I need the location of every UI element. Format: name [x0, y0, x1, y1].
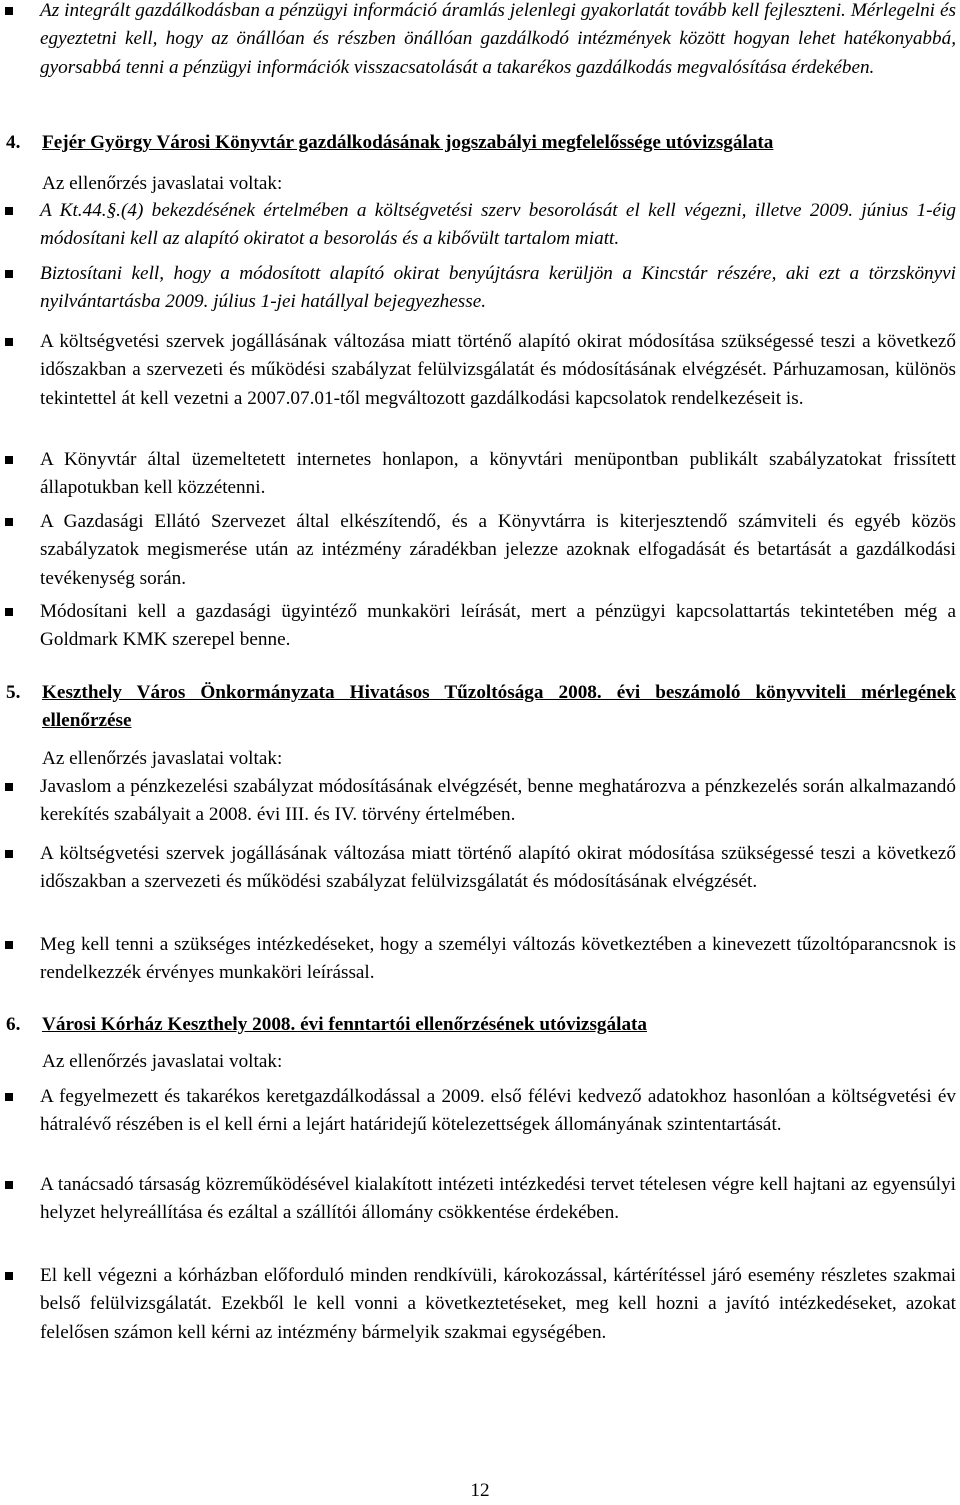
- list-item-text: Biztosítani kell, hogy a módosított alapító okirat benyújtásra kerüljön a Kincstár részére, aki ezt a törzskönyvi nyilvántartásba 2009. július 1-jei hatállyal bejegyezhesse.: [40, 263, 956, 313]
- bullet-list-section-6: [0, 1083, 960, 1140]
- list-item: [40, 840, 956, 897]
- list-item-text: A Kt.44.§.(4) bekezdésének értelmében a költségvetési szerv besorolását el kell végezni, illetve 2009. június 1-éig módosítani kell az alapító okiratot a besorolás és a kibővült tartalom miatt.: [40, 200, 956, 250]
- section-number: 5.: [6, 682, 21, 703]
- square-bullet-icon: [5, 941, 13, 949]
- bullet-list-section-4: [0, 508, 960, 593]
- list-item-text: A költségvetési szervek jogállásának változása miatt történő alapító okirat módosítása szükségessé teszi a következő időszakban a szervezeti és működési szabályzat felülvizsgálatát és módosításának elvégzését. Párhuzamosan, különös tekintettel át kell vezetni a 2007.07.01-től megváltozott gazdálkodási kapcsolatok rendelkezéseit is.: [40, 331, 956, 409]
- square-bullet-icon: [5, 456, 13, 464]
- square-bullet-icon: [5, 207, 13, 215]
- list-item-text: A fegyelmezett és takarékos keretgazdálkodással a 2009. első félévi kedvező adatokhoz hasonlóan a költségvetési év hátralévő részében is el kell érni a lejárt határidejű kötelezettségek állományának szintentartását.: [40, 1086, 956, 1136]
- list-item-text: A tanácsadó társaság közreműködésével kialakított intézeti intézkedési tervet tételesen végre kell hajtani az egyensúlyi helyzet helyreállítása és ezáltal a szállítói állomány csökkentése érdekében.: [40, 1174, 956, 1224]
- bullet-list-section-6: [0, 1171, 960, 1228]
- list-item-text: Az integrált gazdálkodásban a pénzügyi információ áramlás jelenlegi gyakorlatát tovább kell fejleszteni. Mérlegelni és egyeztetni kell, hogy az önállóan és részben önállóan gazdálkodó intézmények között hogyan lehet hatékonyabbá, gyorsabbá tenni a pénzügyi információk visszacsatolását a takarékos gazdálkodás megvalósítása érdekében.: [40, 0, 956, 78]
- list-item-text: El kell végezni a kórházban előforduló minden rendkívüli, károkozással, kártérítéssel járó esemény részletes szakmai belső felülvizsgálatát. Ezekből le kell vonni a következtetéseket, meg kell hozni a javító intézkedéseket, azokat felelősen számon kell kérni az intézmény bármelyik szakmai egységében.: [40, 1265, 956, 1343]
- section-title: Városi Kórház Keszthely 2008. évi fenntartói ellenőrzésének utóvizsgálata: [42, 1014, 648, 1035]
- list-item-text: A költségvetési szervek jogállásának változása miatt történő alapító okirat módosítása szükségessé teszi a következő időszakban a szervezeti és működési szabályzat felülvizsgálatát és módosításának elvégzését.: [40, 843, 956, 893]
- square-bullet-icon: [5, 518, 13, 526]
- list-item: [40, 931, 956, 988]
- list-item: [40, 328, 956, 413]
- square-bullet-icon: [5, 783, 13, 791]
- list-item: [40, 508, 956, 593]
- section-number: 4.: [6, 132, 21, 153]
- list-item-text: Javaslom a pénzkezelési szabályzat módosításának elvégzését, benne meghatározva a pénzkezelés során alkalmazandó kerekítés szabályait a 2008. évi III. és IV. törvény értelmében.: [40, 776, 956, 826]
- section-intro: Az ellenőrzés javaslatai voltak:: [42, 748, 283, 769]
- bullet-list-section-4: [0, 197, 960, 254]
- bullet-list-section-5: [0, 931, 960, 988]
- section-number: 6.: [6, 1014, 21, 1035]
- bullet-list-section-4: [0, 260, 960, 317]
- list-item: [40, 0, 956, 82]
- bullet-list-section-4: [0, 598, 960, 655]
- section-intro: Az ellenőrzés javaslatai voltak:: [42, 1051, 283, 1072]
- square-bullet-icon: [5, 850, 13, 858]
- list-item-text: Módosítani kell a gazdasági ügyintéző munkaköri leírását, mert a pénzügyi kapcsolattartás tekintetében még a Goldmark KMK szerepel benne.: [40, 601, 956, 651]
- list-item: [40, 260, 956, 317]
- list-item-text: Meg kell tenni a szükséges intézkedéseket, hogy a személyi változás következtében a kinevezett tűzoltóparancsnok is rendelkezzék érvényes munkaköri leírással.: [40, 934, 956, 984]
- square-bullet-icon: [5, 1272, 13, 1280]
- square-bullet-icon: [5, 1181, 13, 1189]
- bullet-list-section-6: [0, 1262, 960, 1347]
- bullet-list-section-5: [0, 840, 960, 897]
- list-item: [40, 446, 956, 503]
- list-item: [40, 1171, 956, 1228]
- bullet-list-section-4: [0, 446, 960, 503]
- square-bullet-icon: [5, 270, 13, 278]
- section-4-heading: [0, 129, 960, 157]
- square-bullet-icon: [5, 608, 13, 616]
- list-item: [40, 197, 956, 254]
- section-6-heading: [0, 1011, 960, 1039]
- list-item-text: A Könyvtár által üzemeltetett internetes honlapon, a könyvtári menüpontban publikált szabályzatokat frissített állapotukban kell közzétenni.: [40, 449, 956, 499]
- list-item: [40, 1262, 956, 1347]
- bullet-list-top: [0, 0, 960, 82]
- square-bullet-icon: [5, 1093, 13, 1101]
- list-item: [40, 1083, 956, 1140]
- section-title: Keszthely Város Önkormányzata Hivatásos Tűzoltósága 2008. évi beszámoló könyvviteli mérlegének ellenőrzése: [42, 682, 956, 732]
- bullet-list-section-4: [0, 328, 960, 413]
- list-item: [40, 773, 956, 830]
- square-bullet-icon: [5, 7, 13, 15]
- square-bullet-icon: [5, 338, 13, 346]
- list-item: [40, 598, 956, 655]
- bullet-list-section-5: [0, 773, 960, 830]
- page-number: 12: [470, 1480, 490, 1501]
- section-title: Fejér György Városi Könyvtár gazdálkodásának jogszabályi megfelelőssége utóvizsgálata: [42, 132, 774, 153]
- list-item-text: A Gazdasági Ellátó Szervezet által elkészítendő, és a Könyvtárra is kiterjesztendő számviteli és egyéb közös szabályzatok megismerése után az intézmény záradékban jelezze azoknak elfogadását és betartását a gazdálkodási tevékenység során.: [40, 511, 956, 589]
- section-intro: Az ellenőrzés javaslatai voltak:: [42, 173, 283, 194]
- section-5-heading: [0, 679, 960, 736]
